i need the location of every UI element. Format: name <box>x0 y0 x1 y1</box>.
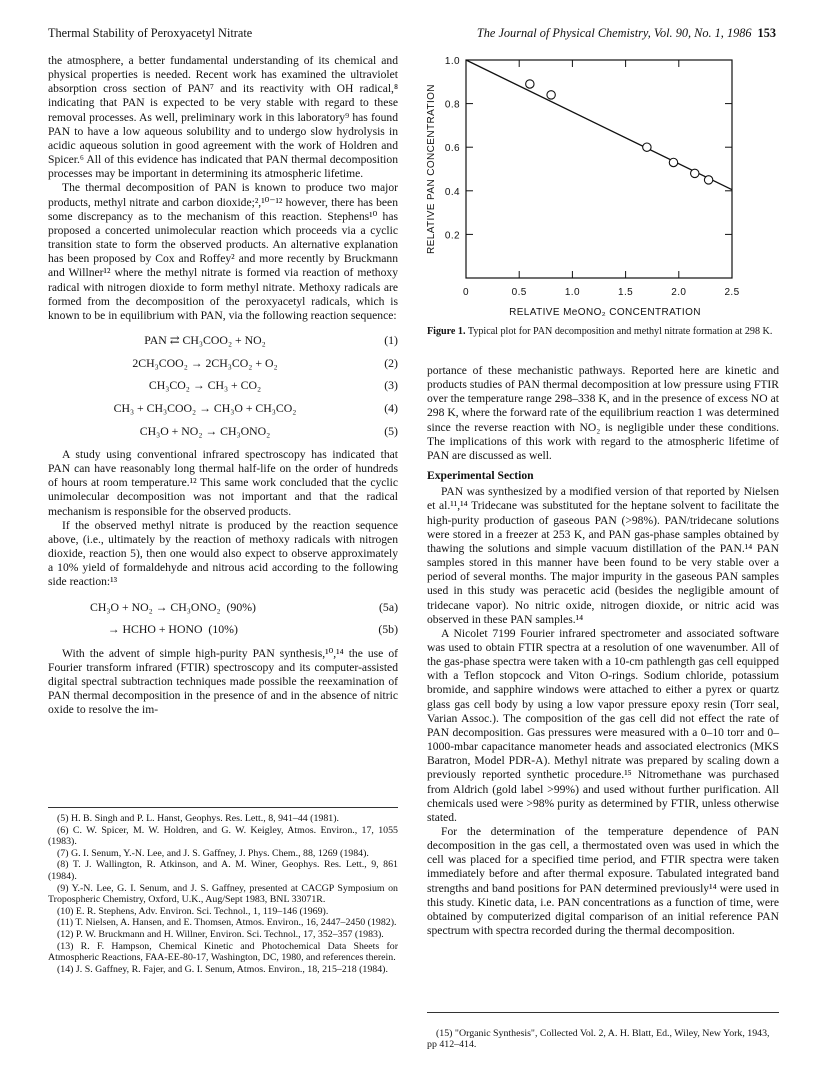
scatter-chart <box>426 50 780 320</box>
equation-number: (4) <box>384 400 398 415</box>
footnote: (10) E. R. Stephens, Adv. Environ. Sci. Technol., 1, 119–146 (1969). <box>57 905 329 917</box>
running-header-right <box>477 26 776 41</box>
footnote: (9) Y.-N. Lee, G. I. Senum, and J. S. Gaffney, presented at CACGP Symposium on Tropospheric Chemistry, Oxford, U.K., Aug/Sept 1983, BNL 33071R. <box>48 882 398 906</box>
figure-caption <box>427 326 779 338</box>
body-paragraph: A study using conventional infrared spectroscopy has indicated that PAN can have reasonably long thermal half-life on the order of hundreds of hours at room temperature.¹² This same work concluded that the cyclic unimolecular decomposition was not important and that the radical mechanism is responsible for the observed products. <box>48 447 398 518</box>
equation-number: (5) <box>384 423 398 438</box>
equation <box>48 329 398 352</box>
equation-number: (5a) <box>379 599 398 614</box>
footnote: (7) G. I. Senum, Y.-N. Lee, and J. S. Gaffney, J. Phys. Chem., 88, 1269 (1984). <box>57 847 369 859</box>
x-tick-label: 1.0 <box>564 287 580 298</box>
caption-label: Figure 1. <box>427 326 466 337</box>
footnote: (14) J. S. Gaffney, R. Fajer, and G. I. Senum, Atmos. Environ., 18, 215–218 (1984). <box>57 963 388 975</box>
body-paragraph: With the advent of simple high-purity PAN synthesis,¹⁰,¹⁴ the use of Fourier transform infrared (FTIR) spectroscopy and its computer-assisted digital spectral subtraction techniques made possible the reexamination of PAN thermal decomposition in the presence of and in the absence of nitric oxide to resolve the im- <box>48 646 398 717</box>
equation-block <box>48 329 398 442</box>
data-point <box>547 91 555 99</box>
x-tick-label: 1.5 <box>618 287 634 298</box>
equation <box>48 419 398 442</box>
equation <box>48 352 398 375</box>
running-header-left: Thermal Stability of Peroxyacetyl Nitrate <box>48 26 253 40</box>
figure-1 <box>426 50 780 350</box>
footnote: (8) T. J. Wallington, R. Atkinson, and A. M. Winer, Geophys. Res. Lett., 9, 861 (1984). <box>48 859 398 882</box>
equation-number: (1) <box>384 333 398 348</box>
caption-text: Typical plot for PAN decomposition and methyl nitrate formation at 298 K. <box>467 326 773 337</box>
x-tick-label: 2.5 <box>724 287 740 298</box>
footnote: (13) R. F. Hampson, Chemical Kinetic and Photochemical Data Sheets for Atmospheric Reactions, FAA-EE-80-17, Washington, DC, 1980, and references therein. <box>48 940 398 964</box>
y-axis-label: RELATIVE PAN CONCENTRATION <box>426 84 437 254</box>
equation-text: 2CH₃COO₂ → 2CH₃CO₂ + O₂ <box>132 355 278 370</box>
equation-text: CH₃CO₂ → CH₃ + CO₂ <box>148 378 262 393</box>
footnote: (12) P. W. Bruckmann and H. Willner, Environ. Sci. Technol., 17, 352–357 (1983). <box>57 928 384 940</box>
equation-block <box>48 596 398 641</box>
equation <box>48 596 398 619</box>
data-point <box>669 158 677 166</box>
x-tick-label: 2.0 <box>671 287 687 298</box>
footnote: (6) C. W. Spicer, M. W. Holdren, and G. W. Keigley, Atmos. Environ., 17, 1055 (1983). <box>48 824 398 848</box>
page-number: 153 <box>757 26 776 40</box>
footnote: (11) T. Nielsen, A. Hansen, and E. Thomsen, Atmos. Environ., 16, 2447–2450 (1982). <box>57 917 397 929</box>
footnote: (15) "Organic Synthesis", Collected Vol. 2, A. H. Blatt, Ed., Wiley, New York, 1943, pp 412–414. <box>427 1027 770 1051</box>
journal-citation: The Journal of Physical Chemistry, Vol. 90, No. 1, 1986 <box>476 26 752 40</box>
section-heading: Experimental Section <box>427 469 534 483</box>
x-tick-label: 0.5 <box>511 287 527 298</box>
data-point <box>691 169 699 177</box>
y-tick-label: 0.2 <box>444 230 460 242</box>
y-tick-label: 0.8 <box>444 99 460 111</box>
equation-text: CH₃O + NO₂ → CH₃ONO₂ (90%) <box>90 599 256 614</box>
x-axis-label: RELATIVE MeONO₂ CONCENTRATION <box>509 307 701 318</box>
footnotes-right <box>427 1012 779 1061</box>
body-paragraph: If the observed methyl nitrate is produced by the reaction sequence above, (i.e., ultimately by the reaction of methoxy radicals with nitrogen dioxide, reaction 5), then one would also expect to observe approximately a 10% yield of formaldehyde and nitrous acid according to the following side reaction:¹³ <box>48 518 398 589</box>
y-tick-label: 0.4 <box>444 186 460 198</box>
equation <box>48 374 398 397</box>
equation-number: (3) <box>384 378 398 393</box>
body-paragraph: A Nicolet 7199 Fourier infrared spectrometer and associated software was used to obtain FTIR spectra at a resolution of one wavenumber. All of the gas-phase spectra were taken with a 10-cm pathlength gas cell equipped with a Teflon stopcock and Viton O-rings. Sodium chloride, potassium bromide, and sapphire windows were attached to either a pyrex or quartz glass gas cell body by using a low vapor pressure epoxy resin (Torr seal, Varian Assoc.). The composition of the gas cell did not effect the rate of PAN decomposition. Gas pressures were measured with a 0–10 torr and 0–1000-mbar capacitance manometer heads and associated electronics (MKS Baratron, Model PDR-A). Methyl nitrate was prepared by scaling down a previously reported synthetic procedure.¹⁵ Nitromethane was purchased from Aldrich (gold label >99%) and used without further purification. All chemicals used were >98% purity as determined by FTIR, unless otherwise stated. <box>427 626 779 824</box>
equation-text: CH₃O + NO₂ → CH₃ONO₂ <box>139 423 271 438</box>
footnote: (5) H. B. Singh and P. L. Hanst, Geophys. Res. Lett., 8, 941–44 (1981). <box>57 813 339 824</box>
data-point <box>526 80 534 88</box>
equation <box>48 618 398 641</box>
y-tick-label: 1.0 <box>444 56 460 67</box>
body-paragraph: the atmosphere, a better fundamental understanding of its chemical and physical properties is needed. Recent work has examined the ultraviolet absorption cross section of PAN⁷ and its reactivity with OH radical,⁸ indicating that PAN is expected to be very stable with regard to these removal processes. As well, preliminary work in this laboratory⁹ has found PAN to have a low aqueous solubility and to undergo slow hydrolysis in acidic aqueous solution in good agreement with the work of Holdren and Spicer.⁶ All of this evidence has indicated that PAN thermal decomposition processes may be important in determining its atmospheric lifetime. <box>48 54 398 181</box>
y-tick-label: 0.6 <box>444 143 460 155</box>
body-paragraph: PAN was synthesized by a modified version of that reported by Nielsen et al.¹¹,¹⁴ Tridecane was substituted for the heptane solvent to facilitate the high-purity production of gaseous PAN (>98%). PAN/tridecane solutions were stored in a freezer at 253 K, and PAN gas-phase samples obtained by thawing the solutions and simple vacuum distillation of the PAN.¹⁴ PAN samples stored in this manner have been found to be very stable over a period of several months. The major impurity in the gaseous PAN samples used in this study was peracetic acid (besides the negligible amount of tridecane vapor). No nitric oxide, nitrogen dioxide, or nitric acid was observed in these PAN samples.¹⁴ <box>427 485 779 626</box>
plot-frame <box>466 60 732 278</box>
equation-text: PAN ⇄ CH₃COO₂ + NO₂ <box>144 333 266 348</box>
footnotes <box>48 807 398 975</box>
data-point <box>643 143 651 151</box>
left-column <box>48 54 398 717</box>
equation-text: → HCHO + HONO (10%) <box>90 622 238 637</box>
body-paragraph: The thermal decomposition of PAN is known to produce two major products, methyl nitrate and carbon dioxide;²,¹⁰⁻¹² however, there has been some discrepancy as to the mechanism of this reaction. Stephens¹⁰ has proposed a concerted unimolecular reaction which proceeds via a cyclic transition state to form the observed products. An alternative explanation has been proposed by Cox and Roffey² and more recently by Bruckmann and Willner¹² where the methyl nitrate is formed via reaction of methoxy radical with nitrogen dioxide to form methyl nitrate. Methoxy radicals are formed from the decomposition of the peroxyacetyl radicals, which is known to be in equilibrium with PAN, via the following reaction sequence: <box>48 181 398 322</box>
equation-number: (2) <box>384 355 398 370</box>
equation-number: (5b) <box>378 622 398 637</box>
equation <box>48 397 398 420</box>
equation-text: CH₃ + CH₃COO₂ → CH₃O + CH₃CO₂ <box>113 400 297 415</box>
x-tick-label: 0 <box>463 287 469 298</box>
right-column <box>427 364 779 938</box>
body-paragraph: portance of these mechanistic pathways. Reported here are kinetic and products studies of PAN thermal decomposition at low pressure using FTIR over the temperature range 298–338 K, and in the presence of excess NO at 298 K, where the forward rate of the equilibrium reaction 1 was determined since the reverse reaction with NO₂ is negligible under these conditions. The implications of this work with regard to the atmospheric lifetime of PAN are discussed as well. <box>427 364 779 462</box>
data-point <box>704 176 712 184</box>
body-paragraph: For the determination of the temperature dependence of PAN decomposition in the gas cell, a thermostated oven was used in which the cell was placed for a specified time period, and FTIR spectra were taken immediately before and after thermal exposure. Tabulated integrated band strengths and band positions for PAN determined previously¹⁴ were used in this study. Kinetic data, i.e. PAN concentrations as a function of time, were obtained by computerized digital comparison of an initial reference PAN spectrum with spectra recorded during the thermal decomposition. <box>427 825 779 938</box>
